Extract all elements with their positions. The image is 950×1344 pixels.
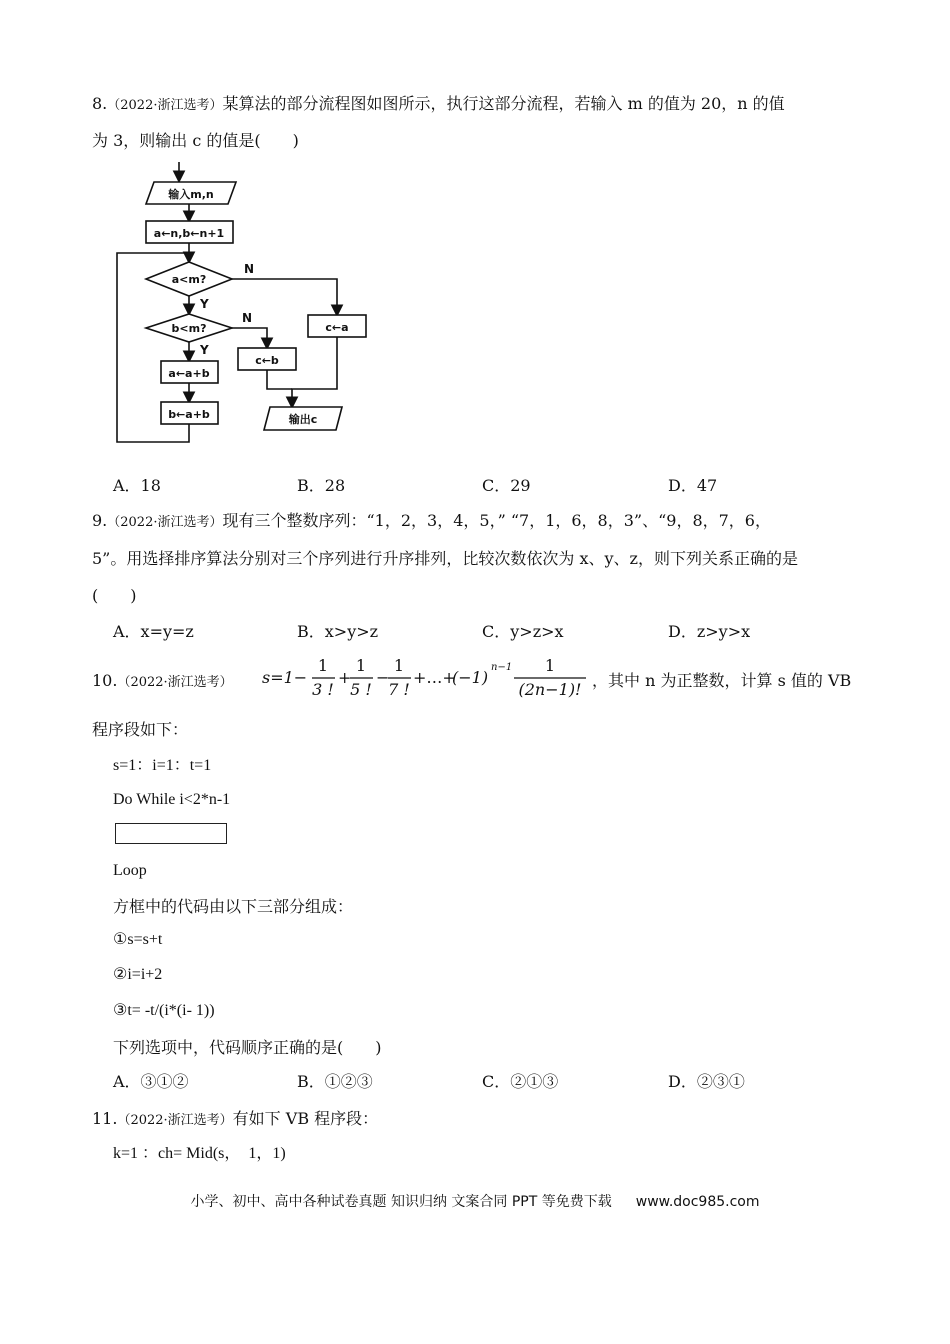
flow-yes-label-2: Y bbox=[200, 343, 209, 357]
q10-option-c[interactable]: C．②①③ bbox=[482, 1072, 559, 1091]
question-11-source: （2022·浙江选考） bbox=[117, 1113, 233, 1128]
q10-description: 方框中的代码由以下三部分组成： bbox=[113, 897, 354, 916]
question-9-line-2: 5”。用选择排序算法分别对三个序列进行升序排列，比较次数依次为 x、y、z，则下列关系正确的是 bbox=[92, 549, 798, 568]
question-8-source: （2022·浙江选考） bbox=[107, 98, 223, 113]
q10-part-3: ③t= -t/(i*(i- 1)) bbox=[113, 1002, 215, 1019]
formula-t4-den: (2n−1)! bbox=[518, 680, 582, 699]
formula-t3-den: 7 ! bbox=[388, 680, 410, 699]
algorithm-flowchart bbox=[110, 162, 380, 447]
question-11-line-1 bbox=[92, 1108, 378, 1132]
question-10-source: （2022·浙江选考） bbox=[117, 675, 233, 690]
q8-option-a[interactable]: A．18 bbox=[113, 476, 161, 495]
q10-part-2: ②i=i+2 bbox=[113, 966, 163, 983]
flow-assign-cb-text: c←b bbox=[255, 354, 279, 367]
question-9-line-1 bbox=[92, 510, 771, 534]
q9-option-b[interactable]: B．x>y>z bbox=[297, 622, 379, 641]
q8-option-b[interactable]: B．28 bbox=[297, 476, 346, 495]
formula-neg-one: (−1) bbox=[452, 668, 489, 687]
formula-exponent: n−1 bbox=[491, 662, 513, 673]
flow-no-label-1: N bbox=[244, 262, 255, 276]
formula-dots: +…+ bbox=[413, 668, 456, 687]
footer-text: 小学、初中、高中各种试卷真题 知识归纳 文案合同 PPT 等免费下载 bbox=[190, 1194, 612, 1210]
question-10-line-2: 程序段如下： bbox=[92, 720, 189, 739]
question-10-line-1-prefix bbox=[92, 670, 233, 694]
formula-minus-1: − bbox=[376, 668, 390, 687]
flow-no-label-2: N bbox=[242, 311, 253, 325]
q10-option-d[interactable]: D．②③① bbox=[668, 1072, 745, 1091]
q10-code-line-3: Loop bbox=[113, 862, 147, 879]
flow-init-text: a←n,b←n+1 bbox=[153, 227, 225, 240]
flow-assign-ca-text: c←a bbox=[325, 321, 349, 334]
flow-cond1-text: a<m? bbox=[171, 273, 207, 286]
formula-t2-num: 1 bbox=[355, 656, 367, 675]
q8-option-d[interactable]: D．47 bbox=[668, 476, 718, 495]
footer-site-link[interactable]: www.doc985.com bbox=[635, 1194, 760, 1210]
flow-step-a-text: a←a+b bbox=[168, 367, 210, 380]
code-blank-box bbox=[115, 823, 227, 844]
formula-t2-den: 5 ! bbox=[350, 680, 372, 699]
q10-ask: 下列选项中，代码顺序正确的是( ) bbox=[113, 1038, 382, 1057]
flow-yes-label-1: Y bbox=[200, 297, 209, 311]
page-footer bbox=[0, 1191, 950, 1211]
q9-option-a[interactable]: A．x=y=z bbox=[113, 622, 194, 641]
flow-step-b-text: b←a+b bbox=[168, 408, 210, 421]
q10-code-line-1: s=1：i=1：t=1 bbox=[113, 757, 212, 774]
question-9-line-3: ( ) bbox=[92, 586, 137, 605]
flow-input-text: 输入m,n bbox=[168, 188, 214, 201]
question-10-line-1-suffix: ，其中 n 为正整数，计算 s 值的 VB bbox=[592, 671, 852, 690]
question-10-number: 10. bbox=[92, 671, 118, 690]
series-formula bbox=[262, 655, 592, 701]
q9-option-c[interactable]: C．y>z>x bbox=[482, 622, 564, 641]
question-8-number: 8. bbox=[92, 94, 108, 113]
q9-option-d[interactable]: D．z>y>x bbox=[668, 622, 751, 641]
question-11-number: 11. bbox=[92, 1109, 118, 1128]
question-8-line-2: 为 3，则输出 c 的值是( ) bbox=[92, 131, 299, 150]
formula-t1-den: 3 ! bbox=[312, 680, 334, 699]
formula-plus-1: + bbox=[338, 668, 352, 687]
question-9-source: （2022·浙江选考） bbox=[107, 515, 223, 530]
formula-t4-num: 1 bbox=[544, 656, 556, 675]
flow-cond2-text: b<m? bbox=[171, 322, 207, 335]
q10-option-b[interactable]: B．①②③ bbox=[297, 1072, 373, 1091]
q8-option-c[interactable]: C．29 bbox=[482, 476, 531, 495]
formula-lhs: s=1− bbox=[262, 668, 308, 687]
q10-code-line-2: Do While i<2*n-1 bbox=[113, 791, 231, 808]
q10-option-a[interactable]: A．③①② bbox=[113, 1072, 189, 1091]
question-9-text: 现有三个整数序列：“1，2，3，4，5，” “7，1，6，8，3”、“9，8，7，6， bbox=[222, 511, 771, 530]
question-9-number: 9. bbox=[92, 511, 108, 530]
q11-code-line-1: k=1 ：ch= Mid(s， 1，1) bbox=[113, 1145, 286, 1162]
q10-part-1: ①s=s+t bbox=[113, 931, 163, 948]
formula-t3-num: 1 bbox=[393, 656, 405, 675]
question-8-text: 某算法的部分流程图如图所示，执行这部分流程，若输入 m 的值为 20，n 的值 bbox=[222, 94, 785, 113]
question-11-text: 有如下 VB 程序段： bbox=[232, 1109, 379, 1128]
formula-t1-num: 1 bbox=[317, 656, 329, 675]
flow-output-text: 输出c bbox=[288, 413, 318, 426]
question-8-line-1 bbox=[92, 93, 785, 117]
